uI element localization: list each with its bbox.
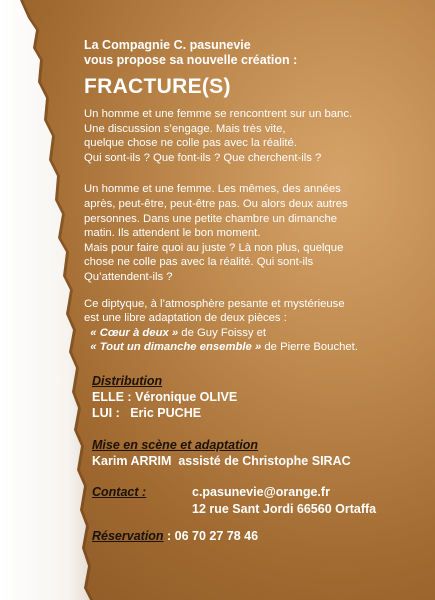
synopsis-line: personnes. Dans une petite chambre un dimanche [84,212,338,225]
adaptation-paragraph [84,297,424,355]
credits-block [84,373,424,544]
reservation-separator: : [163,528,175,543]
contact-address: 12 rue Sant Jordi 66560 Ortaffa [192,501,377,516]
contact-details [192,484,376,518]
contact-block [92,484,424,518]
cast-label: LUI : [92,405,131,420]
synopsis-line: Qui sont-ils ? Que font-ils ? Que cherchent-ils ? [84,151,322,164]
staging-value: Karim ARRIM assisté de Christophe SIRAC [92,453,351,468]
synopsis-line: Qu’attendent-ils ? [84,270,173,283]
play-title: « Tout un dimanche ensemble » [90,341,262,354]
play-title: « Cœur à deux » [90,326,179,339]
synopsis-line: Un homme et une femme se rencontrent sur un banc. [84,108,353,120]
adaptation-line: Ce diptyque, à l’atmosphère pesante et mystérieuse [84,297,345,310]
synopsis-line: Mais pour faire quoi au juste ? Là non plus, quelque [84,241,344,254]
contact-heading: Contact : [92,484,147,499]
cast-label: ELLE : [92,389,136,404]
synopsis-line: après, peut-être, peut-être pas. Ou alors deux autres [84,197,348,210]
synopsis-line: Un homme et une femme. Les mêmes, des années [84,183,341,196]
cast-row-elle [92,389,424,405]
synopsis-line: matin. Ils attendent le bon moment. [84,227,261,240]
synopsis-paragraph-2 [84,182,424,284]
synopsis-line: Une discussion s’engage. Mais très vite, [84,122,286,135]
play-author: de Guy Foissy et [178,326,267,339]
proposal-line: vous propose sa nouvelle création : [84,53,298,67]
synopsis-line: quelque chose ne colle pas avec la réalité. [84,137,297,150]
flyer-content [84,38,424,544]
cast-value: Véronique OLIVE [135,389,238,404]
synopsis-line: chose ne colle pas avec la réalité. Qui sont-ils [84,256,314,269]
reservation-phone: 06 70 27 78 46 [174,528,259,543]
reservation-heading: Réservation [92,528,164,543]
reservation-row [92,528,424,544]
play-author: de Pierre Bouchet. [261,341,358,354]
play-credit-2 [84,340,424,355]
cast-value: Eric PUCHE [130,405,202,420]
play-credit-1 [84,326,424,341]
contact-email: c.pasunevie@orange.fr [192,484,330,499]
distribution-heading: Distribution [92,373,163,388]
company-intro [84,38,424,68]
adaptation-line: est une libre adaptation de deux pièces : [84,312,287,325]
company-line: La Compagnie C. pasunevie [84,38,251,52]
synopsis-paragraph-1 [84,107,424,165]
staging-heading: Mise en scène et adaptation [92,437,259,452]
show-title: FRACTURE(S) [84,75,231,98]
cast-row-lui [92,405,424,421]
